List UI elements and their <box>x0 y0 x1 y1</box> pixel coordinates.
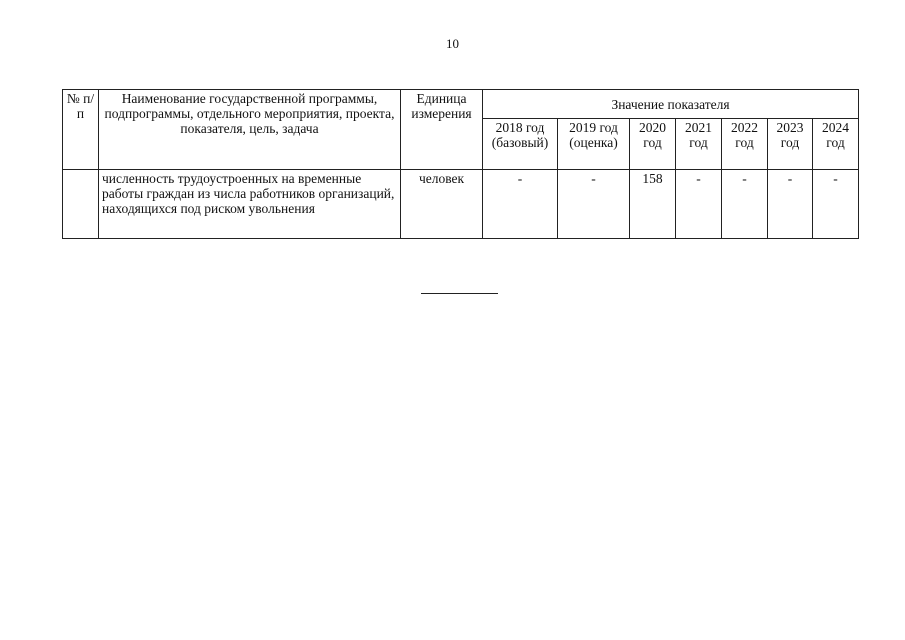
header-year-2024: 2024 год <box>813 119 859 170</box>
indicator-table <box>62 89 859 239</box>
end-divider-line <box>421 293 498 294</box>
header-year-2020: 2020 год <box>630 119 676 170</box>
table-row <box>63 170 859 239</box>
row-value-2020: 158 <box>630 170 676 239</box>
header-year-2021: 2021 год <box>676 119 722 170</box>
header-indicator-value: Значение показателя <box>483 90 859 119</box>
page-number: 10 <box>446 36 459 51</box>
row-name: численность трудоустроенных на временные работы граждан из числа работников организаций, находящихся под риском увольнения <box>99 170 401 239</box>
row-unit: человек <box>401 170 483 239</box>
row-value-2024: - <box>813 170 859 239</box>
header-year-2022: 2022 год <box>722 119 768 170</box>
header-unit: Единица измерения <box>401 90 483 170</box>
row-value-2019: - <box>558 170 630 239</box>
header-year-2018: 2018 год (базовый) <box>483 119 558 170</box>
row-num <box>63 170 99 239</box>
header-year-2023: 2023 год <box>768 119 813 170</box>
row-value-2021: - <box>676 170 722 239</box>
header-row-top <box>63 90 859 119</box>
row-value-2023: - <box>768 170 813 239</box>
header-year-2019: 2019 год (оценка) <box>558 119 630 170</box>
header-name: Наименование государственной программы, подпрограммы, отдельного мероприятия, проекта, показателя, цель, задача <box>99 90 401 170</box>
row-value-2022: - <box>722 170 768 239</box>
header-num: № п/п <box>63 90 99 170</box>
row-value-2018: - <box>483 170 558 239</box>
